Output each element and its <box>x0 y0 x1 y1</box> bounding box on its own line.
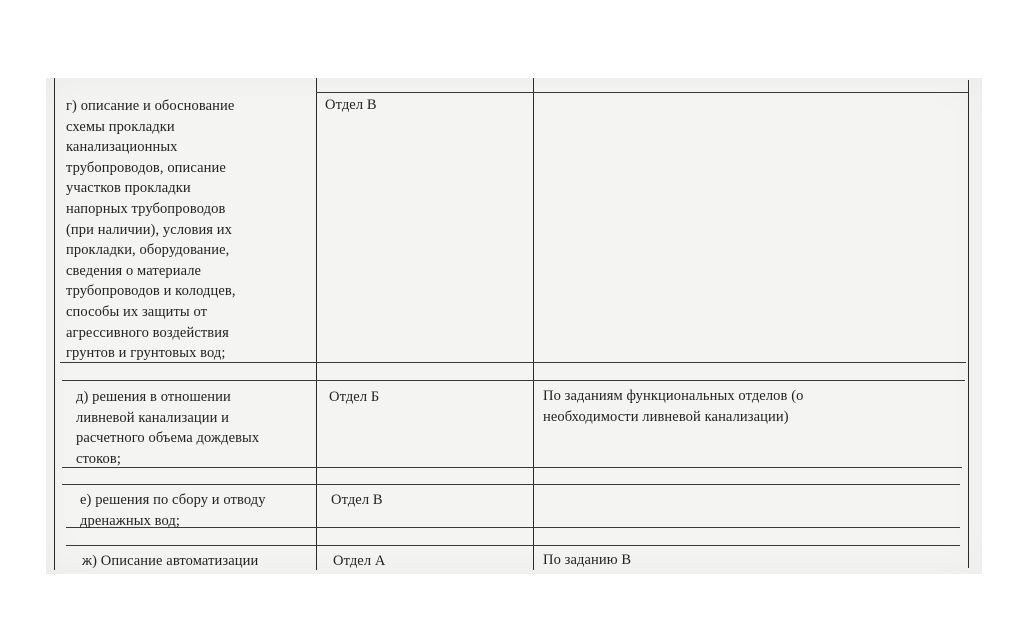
row-divider <box>62 380 965 381</box>
column-divider-1 <box>316 78 317 570</box>
row-divider <box>62 484 960 485</box>
table-row-d-department: Отдел Б <box>329 389 380 405</box>
table-row-zh-note: По заданию В <box>543 552 632 568</box>
table-row-zh-item: ж) Описание автоматизации <box>82 553 259 569</box>
table-row-g-item: г) описание и обоснование схемы прокладки канализационных трубопроводов, описание участков прокладки напорных трубопроводов (при наличии), условия их прокладки, оборудование, сведения о материале трубопроводов и колодцев, способы их защиты от агрессивного воздействия грунтов и грунтовых вод; <box>66 98 236 362</box>
table-left-border <box>54 78 55 570</box>
table-row-d-note: По заданиям функциональных отделов (о необходимости ливневой канализации) <box>543 388 804 425</box>
table-row-zh-department: Отдел А <box>333 553 386 569</box>
row-divider <box>66 545 960 546</box>
column-divider-2 <box>533 78 534 570</box>
table-row-e-department: Отдел В <box>331 492 383 508</box>
table-row-d-item: д) решения в отношении ливневой канализации и расчетного объема дождевых стоков; <box>76 389 260 467</box>
table-row-g-department: Отдел В <box>325 97 377 113</box>
table-row-e-item: е) решения по сбору и отводу дренажных вод; <box>80 492 266 529</box>
row-top-border <box>316 92 969 93</box>
table-right-border <box>968 80 969 568</box>
